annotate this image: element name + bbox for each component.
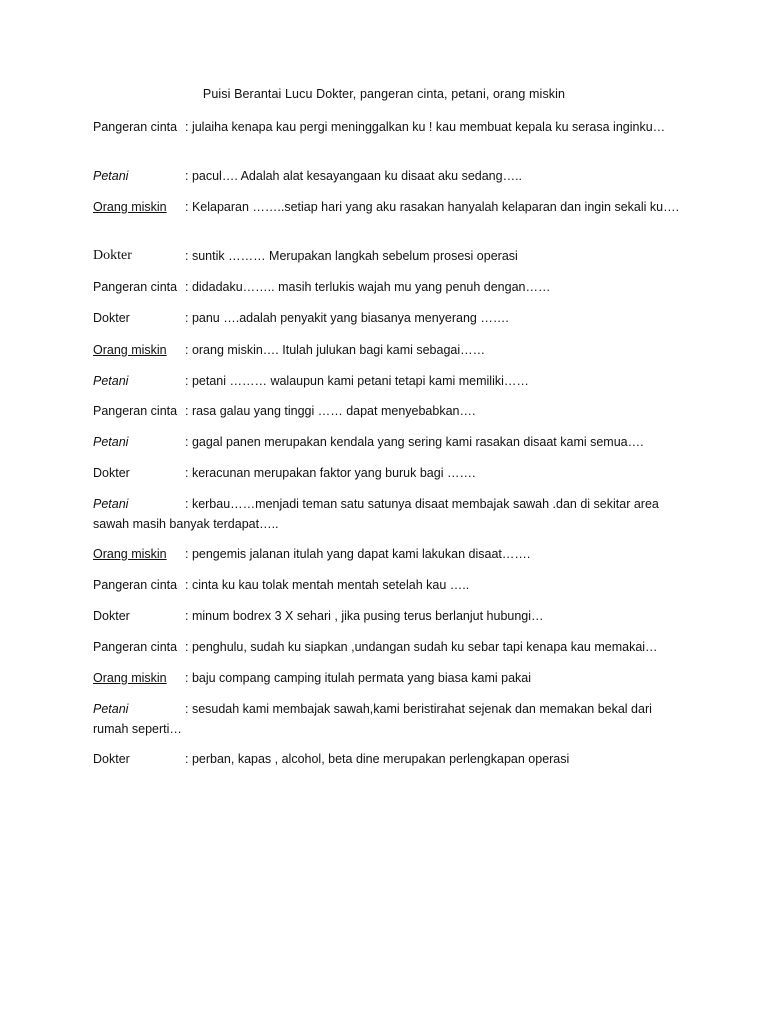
dialogue-text: : cinta ku kau tolak mentah mentah setelah kau ….. <box>185 578 470 592</box>
speaker-pangeran-cinta: Pangeran cinta <box>93 280 178 294</box>
dialogue-line <box>93 371 683 391</box>
dialogue-text: : Kelaparan ……..setiap hari yang aku rasakan hanyalah kelaparan dan ingin sekali ku…. <box>185 200 680 214</box>
dialogue-text: : panu ….adalah penyakit yang biasanya menyerang ……. <box>185 311 509 325</box>
dialogue-line <box>93 544 683 564</box>
dialogue-text: : perban, kapas , alcohol, beta dine merupakan perlengkapan operasi <box>185 752 570 766</box>
dialogue-line <box>93 340 683 360</box>
dialogue-text: : pengemis jalanan itulah yang dapat kami lakukan disaat……. <box>185 547 531 561</box>
dialogue-text: : minum bodrex 3 X sehari , jika pusing terus berlanjut hubungi… <box>185 609 544 623</box>
dialogue-text: : petani ……… walaupun kami petani tetapi kami memiliki…… <box>185 374 529 388</box>
speaker-orang-miskin: Orang miskin <box>93 200 167 214</box>
dialogue-text: : gagal panen merupakan kendala yang sering kami rasakan disaat kami semua…. <box>185 435 644 449</box>
dialogue-text: : julaiha kenapa kau pergi meninggalkan ku ! kau membuat kepala ku serasa inginku… <box>185 120 666 134</box>
speaker-petani: Petani <box>93 497 129 511</box>
speaker-petani: Petani <box>93 374 129 388</box>
speaker-pangeran-cinta: Pangeran cinta <box>93 404 178 418</box>
dialogue-line <box>93 401 683 421</box>
speaker-pangeran-cinta: Pangeran cinta <box>93 578 178 592</box>
dialogue-text: : pacul…. Adalah alat kesayangaan ku disaat aku sedang….. <box>185 169 523 183</box>
dialogue-line <box>93 246 683 266</box>
dialogue-text: : keracunan merupakan faktor yang buruk bagi ……. <box>185 466 476 480</box>
dialogue-text: : rasa galau yang tinggi …… dapat menyebabkan…. <box>185 404 476 418</box>
speaker-dokter: Dokter <box>93 609 130 623</box>
dialogue-line <box>93 432 683 452</box>
dialogue-line <box>93 606 683 626</box>
dialogue-text: : penghulu, sudah ku siapkan ,undangan sudah ku sebar tapi kenapa kau memakai… <box>185 640 658 654</box>
speaker-dokter: Dokter <box>93 311 130 325</box>
dialogue-line <box>93 494 683 534</box>
speaker-petani: Petani <box>93 169 129 183</box>
dialogue-text: : baju compang camping itulah permata yang biasa kami pakai <box>185 671 532 685</box>
dialogue-line <box>93 575 683 595</box>
speaker-orang-miskin: Orang miskin <box>93 343 167 357</box>
dialogue-line <box>93 637 683 657</box>
dialogue-line <box>93 308 683 328</box>
dialogue-line <box>93 749 683 769</box>
dialogue-line <box>93 277 683 297</box>
speaker-orang-miskin: Orang miskin <box>93 547 167 561</box>
dialogue-line <box>93 699 683 739</box>
dialogue-line <box>93 668 683 688</box>
dialogue-text: : suntik ……… Merupakan langkah sebelum prosesi operasi <box>185 249 518 263</box>
speaker-dokter: Dokter <box>93 248 132 263</box>
dialogue-text: : kerbau……menjadi teman satu satunya disaat membajak sawah .dan di sekitar area sawah masih banyak terdapat….. <box>93 497 659 531</box>
dialogue-text: : orang miskin…. Itulah julukan bagi kami sebagai…… <box>185 343 486 357</box>
dialogue-line <box>93 117 683 137</box>
dialogue-line <box>93 197 683 217</box>
speaker-petani: Petani <box>93 702 129 716</box>
speaker-petani: Petani <box>93 435 129 449</box>
dialogue-text: : sesudah kami membajak sawah,kami beristirahat sejenak dan memakan bekal dari rumah seperti… <box>93 702 652 736</box>
document-title: Puisi Berantai Lucu Dokter, pangeran cinta, petani, orang miskin <box>202 87 566 101</box>
speaker-dokter: Dokter <box>93 466 130 480</box>
speaker-orang-miskin: Orang miskin <box>93 671 167 685</box>
dialogue-text: : didadaku…….. masih terlukis wajah mu yang penuh dengan…… <box>185 280 551 294</box>
dialogue-line <box>93 463 683 483</box>
speaker-pangeran-cinta: Pangeran cinta <box>93 640 178 654</box>
speaker-pangeran-cinta: Pangeran cinta <box>93 120 178 134</box>
dialogue-line <box>93 166 683 186</box>
speaker-dokter: Dokter <box>93 752 130 766</box>
